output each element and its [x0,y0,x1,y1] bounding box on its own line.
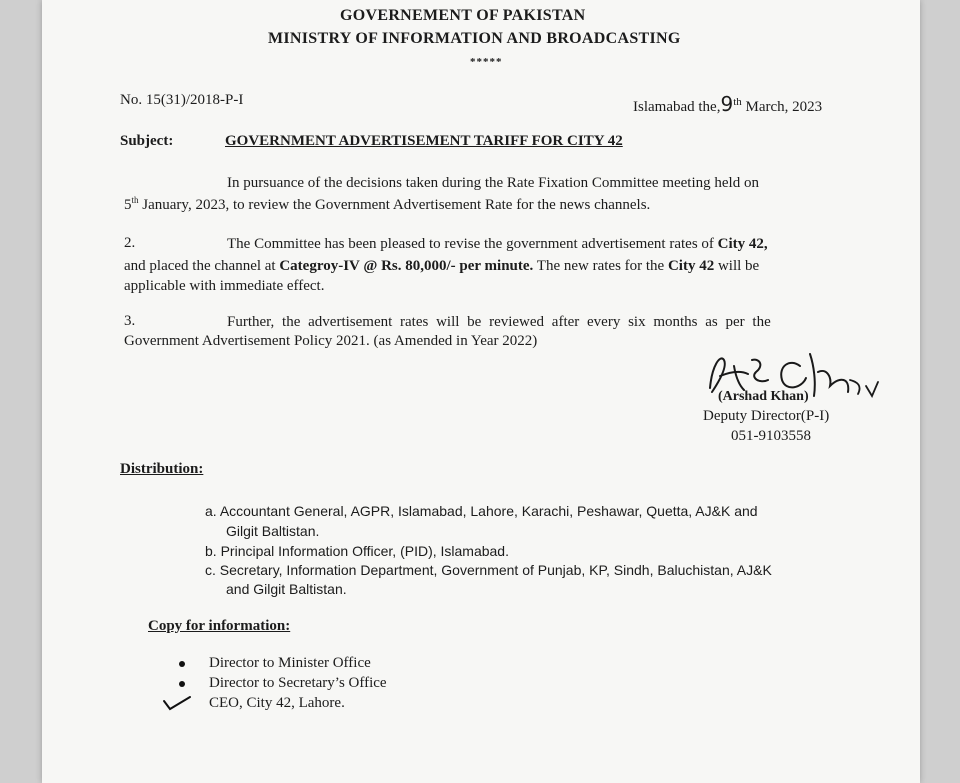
copy-item: Director to Minister Office [209,655,371,671]
para2-number: 2. [124,235,136,251]
distribution-item-text: Secretary, Information Department, Government of Punjab, KP, Sindh, Baluchistan, AJ&K [219,562,772,578]
para2-line2 [124,258,759,275]
distribution-item-b [205,543,509,559]
date-place: Islamabad the, [633,99,721,115]
tick-mark-icon [162,693,192,713]
para3-number: 3. [124,313,136,329]
para2-line1-text: The Committee has been pleased to revise the government advertisement rates of [227,236,718,252]
date-day-suffix: th [733,96,742,108]
signatory-phone: 051-9103558 [731,428,811,444]
distribution-item-text: Principal Information Officer, (PID), Islamabad. [220,543,509,559]
reference-number: No. 15(31)/2018-P-I [120,92,244,108]
para2-line2-text: and placed the channel at [124,258,280,274]
issue-date [633,92,822,116]
signatory-designation: Deputy Director(P-I) [703,408,830,424]
distribution-marker: c. [205,562,216,578]
para2-line2-mid: The new rates for the [533,258,668,274]
subject-label: Subject: [120,133,174,149]
date-day: 9 [720,92,734,116]
bullet-icon [179,681,185,687]
distribution-title: Distribution: [120,461,204,477]
distribution-item-c-cont: and Gilgit Baltistan. [226,581,347,597]
header-ministry: MINISTRY OF INFORMATION AND BROADCASTING [268,30,681,47]
para1-day: 5 [124,197,132,213]
header-stars: ***** [470,56,503,68]
distribution-marker: b. [205,543,217,559]
para1-line1: In pursuance of the decisions taken during the Rate Fixation Committee meeting held on [227,175,759,191]
para2-city42-second: City 42 [667,258,715,274]
copy-title: Copy for information: [148,618,291,634]
para3-line2: Government Advertisement Policy 2021. (as Amended in Year 2022) [124,333,538,349]
signatory-name: (Arshad Khan) [718,389,809,404]
distribution-item-c [205,562,772,578]
bullet-icon [179,661,185,667]
header-government: GOVERNEMENT OF PAKISTAN [340,7,586,24]
para1-line2 [124,195,650,214]
para2-line1 [227,236,768,253]
para2-line3: applicable with immediate effect. [124,278,325,294]
distribution-marker: a. [205,503,217,519]
para1-line2-text: January, 2023, to review the Government Advertisement Rate for the news channels. [138,197,651,213]
distribution-item-text: Accountant General, AGPR, Islamabad, Lahore, Karachi, Peshawar, Quetta, AJ&K and [219,503,758,519]
para2-line2-end: will be [714,258,760,274]
copy-item: Director to Secretary’s Office [209,675,387,691]
copy-item: CEO, City 42, Lahore. [209,695,345,711]
para2-city42: City 42, [717,236,768,252]
distribution-item-a [205,503,758,519]
para2-category-rate: Categroy-IV @ Rs. 80,000/- per minute. [279,258,534,274]
para3-line1: Further, the advertisement rates will be reviewed after every six months as per the [227,314,771,330]
para1-day-suffix: th [131,195,139,205]
distribution-item-a-cont: Gilgit Baltistan. [226,523,320,539]
date-month-year: March, 2023 [745,99,823,115]
subject-text: GOVERNMENT ADVERTISEMENT TARIFF FOR CITY 42 [225,133,623,149]
